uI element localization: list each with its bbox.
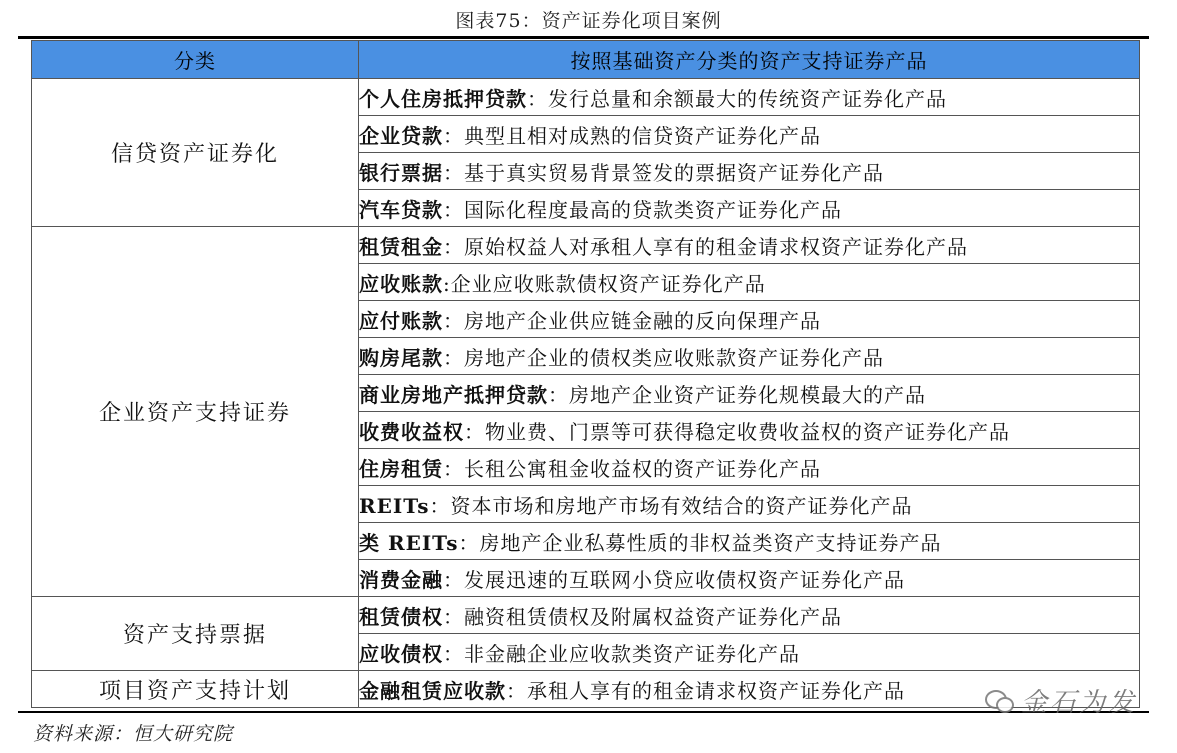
separator: ： [443,308,464,333]
separator: ： [443,604,464,629]
top-rule [18,36,1149,39]
product-cell [359,227,1140,264]
source-note: 资料来源：恒大研究院 [33,723,234,745]
figure-caption: 图表75：资产证券化项目案例 [455,10,722,32]
separator: ： [443,197,464,222]
product-description: 发展迅速的互联网小贷应收债权资产证券化产品 [464,567,905,592]
product-description: 原始权益人对承租人享有的租金请求权资产证券化产品 [464,234,968,259]
product-cell [359,375,1140,412]
product-name: 应收债权 [359,641,443,666]
separator: : [443,271,451,296]
product-description: 基于真实贸易背景签发的票据资产证券化产品 [464,160,884,185]
product-cell [359,264,1140,301]
separator: ： [429,493,451,518]
product-name: 个人住房抵押贷款 [359,86,527,111]
separator: ： [443,456,464,481]
separator: ： [443,641,464,666]
product-name: 租赁租金 [359,234,443,259]
separator: ： [443,345,464,370]
product-cell [359,79,1140,116]
category-cell: 企业资产支持证券 [32,227,359,597]
separator: ： [443,160,464,185]
separator: ： [548,382,569,407]
separator: ： [458,530,480,555]
product-name: 应付账款 [359,308,443,333]
separator: ： [443,123,464,148]
product-cell [359,597,1140,634]
header-products: 按照基础资产分类的资产支持证券产品 [359,41,1140,79]
product-cell [359,486,1140,523]
product-cell [359,560,1140,597]
product-name: 类 REITs [359,530,459,555]
product-cell [359,116,1140,153]
product-description: 房地产企业的债权类应收账款资产证券化产品 [464,345,884,370]
product-description: 房地产企业供应链金融的反向保理产品 [464,308,821,333]
watermark [985,680,1137,720]
product-description: 融资租赁债权及附属权益资产证券化产品 [464,604,842,629]
product-cell [359,338,1140,375]
product-description: 资本市场和房地产市场有效结合的资产证券化产品 [450,493,913,518]
product-description: 物业费、门票等可获得稳定收费收益权的资产证券化产品 [485,419,1010,444]
separator: ： [443,567,464,592]
category-cell: 项目资产支持计划 [32,671,359,708]
product-cell [359,301,1140,338]
category-cell: 资产支持票据 [32,597,359,671]
product-name: 住房租赁 [359,456,443,481]
product-cell [359,449,1140,486]
product-description: 房地产企业私募性质的非权益类资产支持证券产品 [479,530,942,555]
separator: ： [506,678,527,703]
product-description: 承租人享有的租金请求权资产证券化产品 [527,678,905,703]
category-cell: 信贷资产证券化 [32,79,359,227]
separator: ： [443,234,464,259]
product-cell [359,153,1140,190]
watermark-text: 金石为发 [1021,687,1138,718]
bottom-rule [18,711,1149,713]
product-name: 商业房地产抵押贷款 [359,382,548,407]
separator: ： [464,419,485,444]
product-description: 长租公寓租金收益权的资产证券化产品 [464,456,821,481]
table-row [32,671,1140,708]
product-cell [359,412,1140,449]
product-name: 应收账款 [359,271,443,296]
product-description: 非金融企业应收款类资产证券化产品 [464,641,800,666]
product-cell [359,634,1140,671]
product-name: 收费收益权 [359,419,464,444]
table-row [32,227,1140,264]
table-row [32,79,1140,116]
product-name: 购房尾款 [359,345,443,370]
product-name: 消费金融 [359,567,443,592]
product-description: 国际化程度最高的贷款类资产证券化产品 [464,197,842,222]
product-name: 汽车贷款 [359,197,443,222]
product-description: 企业应收账款债权资产证券化产品 [450,271,766,296]
product-name: 金融租赁应收款 [359,678,506,703]
wechat-icon [985,688,1013,712]
product-name: REITs [359,493,430,518]
table-header-row [32,41,1140,79]
product-cell [359,190,1140,227]
abs-case-table [31,40,1140,708]
product-name: 银行票据 [359,160,443,185]
product-cell [359,523,1140,560]
product-description: 房地产企业资产证券化规模最大的产品 [569,382,926,407]
product-description: 发行总量和余额最大的传统资产证券化产品 [548,86,947,111]
table-row [32,597,1140,634]
product-description: 典型且相对成熟的信贷资产证券化产品 [464,123,821,148]
product-name: 租赁债权 [359,604,443,629]
product-name: 企业贷款 [359,123,443,148]
separator: ： [527,86,548,111]
header-category: 分类 [32,41,359,79]
